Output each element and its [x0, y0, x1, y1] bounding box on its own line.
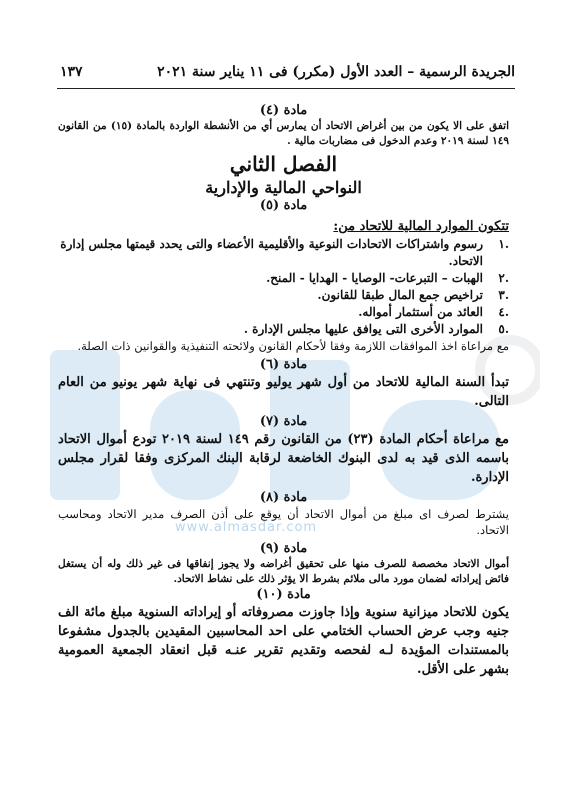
article-5-lead: تتكون الموارد المالية للاتحاد من: [333, 219, 509, 234]
list-item: .٤ العائد من أستثمار أمواله. [358, 305, 509, 319]
watermark-url: www.almasdar.com [175, 520, 318, 535]
article-7-text: مع مراعاة أحكام المادة (٢٣) من القانون رقم ١٤٩ لسنة ٢٠١٩ تودع أموال الاتحاد باسمه الذى قيد به لدى البنوك الخاضعة لرقابة البنك المركزى وفقا لقرار مجلس الإدارة. [58, 432, 509, 485]
resources-list [58, 236, 509, 338]
page-header [60, 64, 515, 84]
list-item: .٥ الموارد الأخرى التى يوافق عليها مجلس الإدارة . [243, 322, 509, 336]
article-5-note: مع مراعاة اخذ الموافقات اللازمة وفقا لأحكام القانون ولائحته التنفيذية والقوانين ذات الصلة. [77, 339, 509, 353]
article-5-heading: مادة (٥) [259, 198, 308, 213]
article-7-heading: مادة (٧) [259, 414, 308, 429]
article-4-heading: مادة (٤) [259, 103, 308, 118]
article-6-heading: مادة (٦) [259, 357, 308, 372]
article-10-text: يكون للاتحاد ميزانية سنوية وإذا جاوزت مصروفاته أو إيراداته السنوية مبلغ مائة الف جنيه وجب عرض الحساب الختامي على احد المحاسبين المقيدين بالجدول مشفوعا بالمستندات المؤيدة لـه لفحصه وتقديم تقرير عنـه قبل انعقاد الجمعية العمومية بشهر على الأقل. [58, 605, 509, 677]
article-9-text: أموال الاتحاد مخصصة للصرف منها على تحقيق أغراضه ولا يجوز إنفاقها فى غير ذلك وله أن يستغل فائض إيراداته لضمان مورد مالى ملائم بشرط الا يؤثر ذلك على نشاط الاتحاد. [58, 558, 509, 585]
list-item: .٣ تراخيص جمع المال طبقا للقانون. [317, 288, 509, 302]
article-6-text: تبدأ السنة المالية للاتحاد من أول شهر يوليو وتنتهي فى نهاية شهر يونيو من العام التالى. [58, 375, 509, 409]
article-8-text: يشترط لصرف اى مبلغ من أموال الاتحاد أن يوقع على أذن الصرف مدير الاتحاد ومحاسب الاتحاد. [58, 507, 509, 537]
page-number: ١٣٧ [60, 64, 83, 80]
list-item: .٢ الهبات – التبرعات- الوصايا - الهدايا - المنح. [266, 271, 509, 285]
chapter-subtitle: النواحي المالية والإدارية [205, 178, 362, 197]
chapter-title: الفصل الثاني [229, 152, 338, 176]
article-4-text: اتفق على الا يكون من بين أغراض الاتحاد أن يمارس أي من الأنشطة الواردة بالمادة (١٥) من القانون ١٤٩ لسنة ٢٠١٩ وعدم الدخول فى مضاربات مالية . [58, 120, 509, 147]
article-9-heading: مادة (٩) [259, 541, 308, 556]
header-title: الجريدة الرسمية – العدد الأول (مكرر) فى ١١ يناير سنة ٢٠٢١ [157, 64, 515, 80]
document-body [58, 103, 509, 679]
article-8-heading: مادة (٨) [259, 490, 308, 505]
article-10-heading: مادة (١٠) [256, 587, 311, 602]
list-item: .١ رسوم واشتراكات الاتحادات النوعية والأقليمية الأعضاء والتى يحدد قيمتها مجلس إدارة الاتحاد. [60, 237, 509, 268]
header-rule [57, 88, 515, 89]
